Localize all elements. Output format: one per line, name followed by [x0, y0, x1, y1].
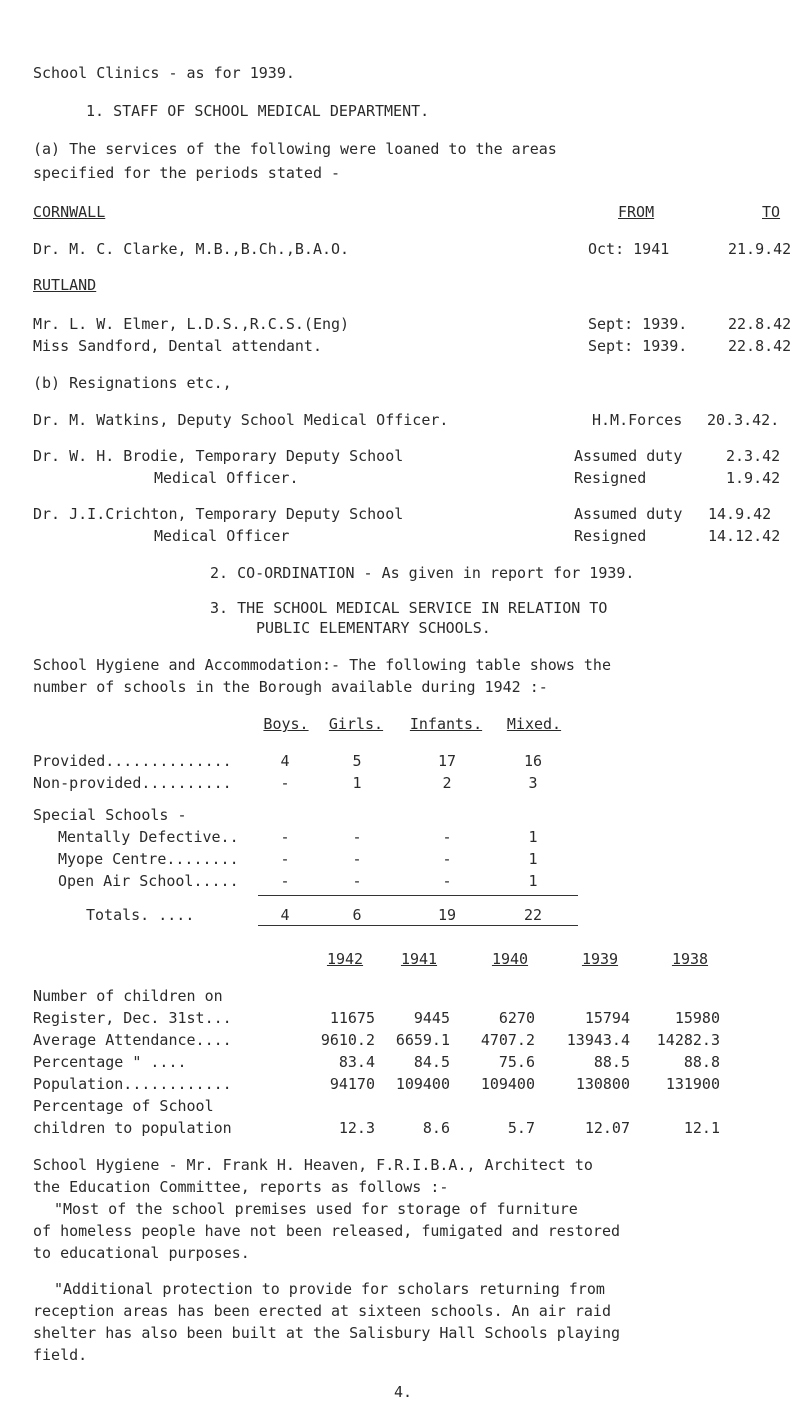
col-to-header: TO [762, 203, 781, 221]
stats-row-label: Average Attendance.... [33, 1031, 232, 1049]
stats-cell: 84.5 [413, 1053, 450, 1071]
stats-cell: 13943.4 [566, 1031, 630, 1049]
schools-cell: 1 [528, 872, 538, 890]
stats-cell: 83.4 [338, 1053, 375, 1071]
stats-cell: 12.07 [584, 1119, 630, 1137]
stats-cell: 88.5 [593, 1053, 630, 1071]
resignation-date: 20.3.42. [707, 411, 780, 429]
section-3-heading: 3. THE SCHOOL MEDICAL SERVICE IN RELATION TO [210, 599, 608, 617]
totals-cell: 19 [437, 906, 457, 924]
schools-row-label: Open Air School..... [58, 872, 239, 890]
col-from-header: FROM [618, 203, 655, 221]
rutland-staff-to: 22.8.42 [728, 337, 792, 355]
section-2-heading: 2. CO-ORDINATION - As given in report for 1939. [210, 564, 635, 582]
closing-line: reception areas has been erected at sixteen schools. An air raid [33, 1302, 611, 1320]
totals-label: Totals. .... [86, 906, 195, 924]
cornwall-heading: CORNWALL [33, 203, 106, 221]
resignation-date: 14.9.42 [708, 505, 772, 523]
closing-line: shelter has also been built at the Salisbury Hall Schools playing [33, 1324, 620, 1342]
stats-year-header: 1941 [400, 950, 438, 968]
schools-cell: - [280, 872, 290, 890]
stats-cell: 131900 [665, 1075, 720, 1093]
schools-row-label: Non-provided.......... [33, 774, 232, 792]
hygiene-intro-line-1: School Hygiene and Accommodation:- The following table shows the [33, 656, 611, 674]
stats-row-label: Number of children on [33, 987, 223, 1005]
rutland-staff-to: 22.8.42 [728, 315, 792, 333]
schools-cell: - [280, 774, 290, 792]
stats-cell: 109400 [395, 1075, 450, 1093]
section-3-heading-line-2: PUBLIC ELEMENTARY SCHOOLS. [256, 619, 491, 637]
stats-row-label-2: Register, Dec. 31st... [33, 1009, 232, 1027]
schools-cell: - [280, 828, 290, 846]
schools-row-label: Special Schools - [33, 806, 187, 824]
stats-year-header: 1939 [581, 950, 619, 968]
schools-cell: - [280, 850, 290, 868]
schools-row-label: Mentally Defective.. [58, 828, 239, 846]
schools-cell: 1 [528, 828, 538, 846]
totals-cell: 6 [352, 906, 362, 924]
stats-cell: 5.7 [507, 1119, 535, 1137]
resignation-status: Resigned [574, 469, 647, 487]
stats-cell: 15794 [584, 1009, 630, 1027]
cornwall-staff-name: Dr. M. C. Clarke, M.B.,B.Ch.,B.A.O. [33, 240, 350, 258]
resignation-entry-line-2: Medical Officer. [154, 469, 299, 487]
resignation-entry-line: Dr. J.I.Crichton, Temporary Deputy School [33, 505, 404, 523]
rutland-staff-name: Mr. L. W. Elmer, L.D.S.,R.C.S.(Eng) [33, 315, 350, 333]
schools-row-label: Myope Centre........ [58, 850, 239, 868]
resignation-status: H.M.Forces [592, 411, 683, 429]
schools-cell: 5 [352, 752, 362, 770]
stats-year-header: 1938 [671, 950, 709, 968]
totals-cell: 22 [523, 906, 543, 924]
schools-cell: - [442, 872, 452, 890]
resignation-entry-line: Dr. W. H. Brodie, Temporary Deputy School [33, 447, 404, 465]
closing-line: School Hygiene - Mr. Frank H. Heaven, F.R.I.B.A., Architect to [33, 1156, 593, 1174]
stats-year-header: 1942 [326, 950, 364, 968]
resignation-date: 14.12.42 [708, 527, 781, 545]
stats-cell: 130800 [575, 1075, 630, 1093]
stats-cell: 12.1 [683, 1119, 720, 1137]
stats-row-label: Population............ [33, 1075, 232, 1093]
stats-row-label: Percentage of School [33, 1097, 214, 1115]
schools-cell: 1 [352, 774, 362, 792]
stats-cell: 12.3 [338, 1119, 375, 1137]
resignations-heading: (b) Resignations etc., [33, 374, 232, 392]
closing-line: the Education Committee, reports as follows :- [33, 1178, 449, 1196]
stats-cell: 109400 [480, 1075, 535, 1093]
totals-cell: 4 [280, 906, 290, 924]
schools-cell: 16 [523, 752, 543, 770]
stats-cell: 11675 [329, 1009, 375, 1027]
resignation-status: Assumed duty [574, 505, 683, 523]
schools-cell: 17 [437, 752, 457, 770]
closing-line: "Most of the school premises used for storage of furniture [54, 1200, 578, 1218]
schools-col-header-boys: Boys. [263, 715, 309, 733]
stats-cell: 9610.2 [320, 1031, 375, 1049]
stats-cell: 9445 [413, 1009, 450, 1027]
page-title: School Clinics - as for 1939. [33, 64, 295, 82]
resignation-status: Resigned [574, 527, 647, 545]
stats-cell: 75.6 [498, 1053, 535, 1071]
stats-year-header: 1940 [491, 950, 529, 968]
stats-cell: 15980 [674, 1009, 720, 1027]
schools-cell: 3 [528, 774, 538, 792]
schools-cell: 4 [280, 752, 290, 770]
stats-cell: 94170 [329, 1075, 375, 1093]
schools-cell: - [352, 850, 362, 868]
schools-cell: - [442, 850, 452, 868]
loans-intro-line-1: (a) The services of the following were loaned to the areas [33, 140, 557, 158]
stats-cell: 6270 [498, 1009, 535, 1027]
schools-cell: - [442, 828, 452, 846]
cornwall-staff-to: 21.9.42 [728, 240, 792, 258]
schools-cell: 1 [528, 850, 538, 868]
stats-row-label-2: children to population [33, 1119, 232, 1137]
stats-cell: 6659.1 [395, 1031, 450, 1049]
closing-line: "Additional protection to provide for scholars returning from [54, 1280, 605, 1298]
hygiene-intro-line-2: number of schools in the Borough available during 1942 :- [33, 678, 548, 696]
stats-cell: 14282.3 [656, 1031, 720, 1049]
schools-cell: - [352, 872, 362, 890]
closing-line: of homeless people have not been released, fumigated and restored [33, 1222, 620, 1240]
schools-cell: 2 [442, 774, 452, 792]
schools-cell: - [352, 828, 362, 846]
rutland-staff-from: Sept: 1939. [588, 337, 688, 355]
schools-col-header-girls: Girls. [328, 715, 384, 733]
resignation-entry-line-2: Medical Officer [154, 527, 290, 545]
stats-cell: 4707.2 [480, 1031, 535, 1049]
stats-row-label: Percentage " .... [33, 1053, 187, 1071]
page-number: 4. [394, 1383, 413, 1401]
totals-rule-bottom [258, 925, 578, 926]
schools-col-header-infants: Infants. [409, 715, 483, 733]
schools-row-label: Provided.............. [33, 752, 232, 770]
rutland-staff-from: Sept: 1939. [588, 315, 688, 333]
totals-rule-top [258, 895, 578, 896]
stats-cell: 88.8 [683, 1053, 720, 1071]
closing-line: field. [33, 1346, 88, 1364]
cornwall-staff-from: Oct: 1941 [588, 240, 670, 258]
rutland-staff-name: Miss Sandford, Dental attendant. [33, 337, 322, 355]
rutland-heading: RUTLAND [33, 276, 97, 294]
section-1-heading: 1. STAFF OF SCHOOL MEDICAL DEPARTMENT. [86, 102, 430, 120]
resignation-date: 2.3.42 [726, 447, 781, 465]
schools-col-header-mixed: Mixed. [506, 715, 562, 733]
stats-cell: 8.6 [422, 1119, 450, 1137]
resignation-entry-line: Dr. M. Watkins, Deputy School Medical Officer. [33, 411, 449, 429]
closing-line: to educational purposes. [33, 1244, 250, 1262]
loans-intro-line-2: specified for the periods stated - [33, 164, 341, 182]
resignation-status: Assumed duty [574, 447, 683, 465]
resignation-date: 1.9.42 [726, 469, 781, 487]
